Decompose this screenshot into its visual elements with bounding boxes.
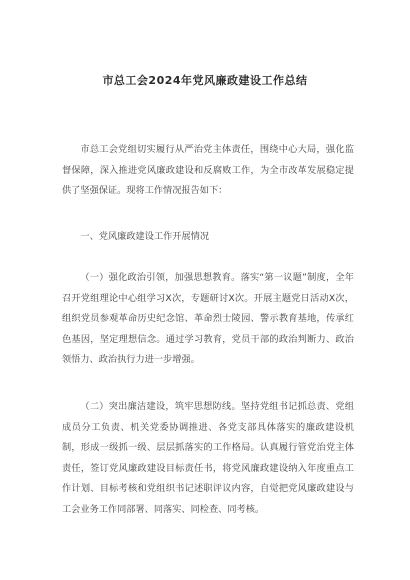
document-title: 市总工会2024年党风廉政建设工作总结 bbox=[102, 74, 308, 87]
section-one-heading: 一、党风廉政建设工作开展情况 bbox=[80, 231, 210, 242]
intro-paragraph: 市总工会党组切实履行从严治党主体责任，围绕中心大局，强化监督保障，深入推进党风廉政建设和反腐败工作，为全市改革发展稳定提供了坚强保证。现将工作情况报告如下： bbox=[62, 144, 354, 196]
item-two-paragraph: （二）突出廉洁建设，筑牢思想防线。坚持党组书记抓总责、党组成员分工负责、机关党委协调推进、各党支部具体落实的廉政建设机制，形成一级抓一级、层层抓落实的工作格局。认真履行管党治党主体责任，签订党风廉政建设目标责任书，将党风廉政建设纳入年度重点工作计划、目标考核和党组织书记述职评议内容，自觉把党风廉政建设与工会业务工作同部署、同落实、同检查、同考核。 bbox=[62, 401, 354, 515]
item-one-paragraph: （一）强化政治引领，加强思想教育。落实“第一议题”制度，全年召开党组理论中心组学习X次，专题研讨X次。开展主题党日活动X次，组织党员参观革命历史纪念馆、革命烈士陵园、警示教育基地，传承红色基因，坚定理想信念。通过学习教育，党员干部的政治判断力、政治领悟力、政治执行力进一步增强。 bbox=[62, 272, 354, 365]
